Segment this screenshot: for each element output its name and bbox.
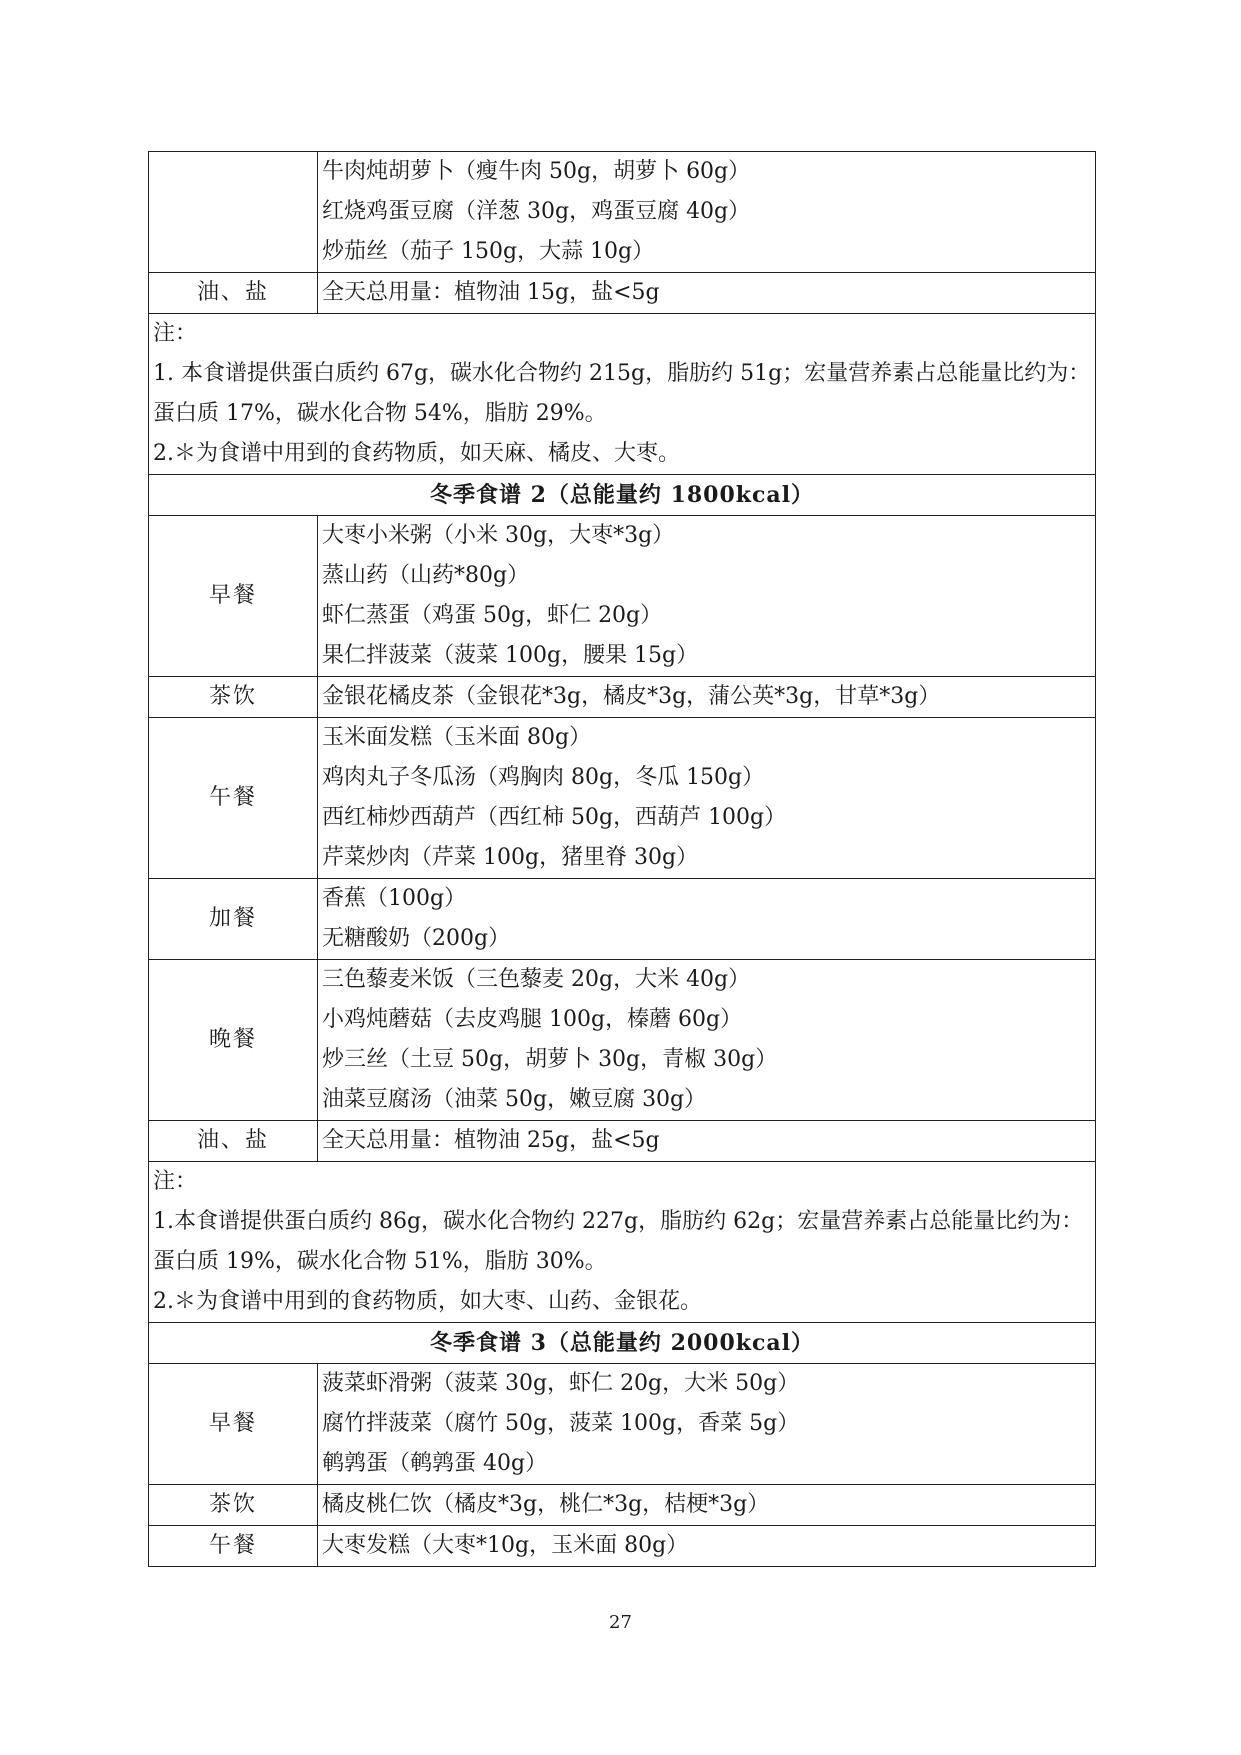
dish-item: 玉米面发糕（玉米面 80g） (322, 725, 592, 750)
dish-item: 大枣发糕（大枣*10g，玉米面 80g） (322, 1533, 689, 1558)
table-row (149, 960, 1096, 1121)
dish-item: 鹌鹑蛋（鹌鹑蛋 40g） (322, 1451, 548, 1476)
dish-item: 腐竹拌菠菜（腐竹 50g，菠菜 100g，香菜 5g） (322, 1411, 800, 1436)
note-item: 1.本食谱提供蛋白质约 86g，碳水化合物约 227g，脂肪约 62g；宏量营养素占总能量比约为：蛋白质 19%，碳水化合物 51%，脂肪 30%。 (153, 1209, 1084, 1274)
category-label-oil-salt: 油、盐 (149, 1121, 318, 1162)
dish-item: 金银花橘皮茶（金银花*3g，橘皮*3g，蒲公英*3g，甘草*3g） (322, 684, 941, 709)
table-row (149, 1526, 1096, 1567)
dish-item: 鸡肉丸子冬瓜汤（鸡胸肉 80g，冬瓜 150g） (322, 765, 765, 790)
dish-item: 香蕉（100g） (322, 886, 467, 911)
note-title: 注： (153, 1169, 198, 1194)
category-label-breakfast: 早餐 (149, 516, 318, 677)
table-row (149, 1121, 1096, 1162)
dish-item: 油菜豆腐汤（油菜 50g，嫩豆腐 30g） (322, 1087, 707, 1112)
category-label-lunch: 午餐 (149, 718, 318, 879)
note-cell (149, 314, 1096, 475)
page-number: 27 (609, 1612, 632, 1633)
category-label-breakfast: 早餐 (149, 1364, 318, 1485)
dish-item: 橘皮桃仁饮（橘皮*3g，桃仁*3g，桔梗*3g） (322, 1492, 770, 1517)
dish-cell (318, 152, 1096, 273)
table-row (149, 516, 1096, 677)
table-row (149, 879, 1096, 960)
oil-salt-value: 全天总用量：植物油 15g，盐<5g (318, 273, 1096, 314)
note-cell (149, 1162, 1096, 1323)
table-row (149, 1364, 1096, 1485)
note-item: 1. 本食谱提供蛋白质约 67g，碳水化合物约 215g，脂肪约 51g；宏量营养素占总能量比约为：蛋白质 17%，碳水化合物 54%，脂肪 29%。 (153, 361, 1091, 426)
table-row (149, 1323, 1096, 1364)
note-item: 2.＊为食谱中用到的食药物质，如天麻、橘皮、大枣。 (153, 441, 680, 466)
dish-item: 果仁拌菠菜（菠菜 100g，腰果 15g） (322, 643, 699, 668)
category-label-lunch: 午餐 (149, 1526, 318, 1567)
table-row (149, 273, 1096, 314)
note-title: 注： (153, 321, 198, 346)
note-item: 2.＊为食谱中用到的食药物质，如大枣、山药、金银花。 (153, 1289, 702, 1314)
dish-item: 菠菜虾滑粥（菠菜 30g，虾仁 20g，大米 50g） (322, 1371, 800, 1396)
category-label-oil-salt: 油、盐 (149, 273, 318, 314)
category-cell-empty (149, 152, 318, 273)
category-label-tea: 茶饮 (149, 677, 318, 718)
dish-item: 炒三丝（土豆 50g，胡萝卜 30g，青椒 30g） (322, 1047, 778, 1072)
table-row (149, 718, 1096, 879)
dish-cell (318, 677, 1096, 718)
dish-cell (318, 1485, 1096, 1526)
dish-cell (318, 718, 1096, 879)
table-row (149, 1162, 1096, 1323)
dish-item: 蒸山药（山药*80g） (322, 563, 530, 588)
category-label-dinner: 晚餐 (149, 960, 318, 1121)
dish-cell (318, 1526, 1096, 1567)
table-row (149, 314, 1096, 475)
dish-cell (318, 516, 1096, 677)
table-row (149, 677, 1096, 718)
dish-item: 红烧鸡蛋豆腐（洋葱 30g，鸡蛋豆腐 40g） (322, 199, 751, 224)
dish-cell (318, 1364, 1096, 1485)
dish-item: 牛肉炖胡萝卜（瘦牛肉 50g，胡萝卜 60g） (322, 159, 751, 184)
dish-cell (318, 960, 1096, 1121)
dish-item: 西红柿炒西葫芦（西红柿 50g，西葫芦 100g） (322, 805, 787, 830)
dish-item: 芹菜炒肉（芹菜 100g，猪里脊 30g） (322, 845, 699, 870)
section-title: 冬季食谱 3（总能量约 2000kcal） (149, 1323, 1096, 1364)
dish-item: 小鸡炖蘑菇（去皮鸡腿 100g，榛蘑 60g） (322, 1007, 743, 1032)
category-label-tea: 茶饮 (149, 1485, 318, 1526)
table-row (149, 475, 1096, 516)
dish-item: 炒茄丝（茄子 150g，大蒜 10g） (322, 239, 655, 264)
dish-item: 无糖酸奶（200g） (322, 926, 511, 951)
oil-salt-value: 全天总用量：植物油 25g，盐<5g (318, 1121, 1096, 1162)
dish-item: 大枣小米粥（小米 30g，大枣*3g） (322, 523, 675, 548)
category-label-snack: 加餐 (149, 879, 318, 960)
dish-cell (318, 879, 1096, 960)
table-row (149, 1485, 1096, 1526)
meal-plan-table (148, 151, 1096, 1567)
dish-item: 虾仁蒸蛋（鸡蛋 50g，虾仁 20g） (322, 603, 663, 628)
section-title: 冬季食谱 2（总能量约 1800kcal） (149, 475, 1096, 516)
dish-item: 三色藜麦米饭（三色藜麦 20g，大米 40g） (322, 967, 751, 992)
table-row (149, 152, 1096, 273)
